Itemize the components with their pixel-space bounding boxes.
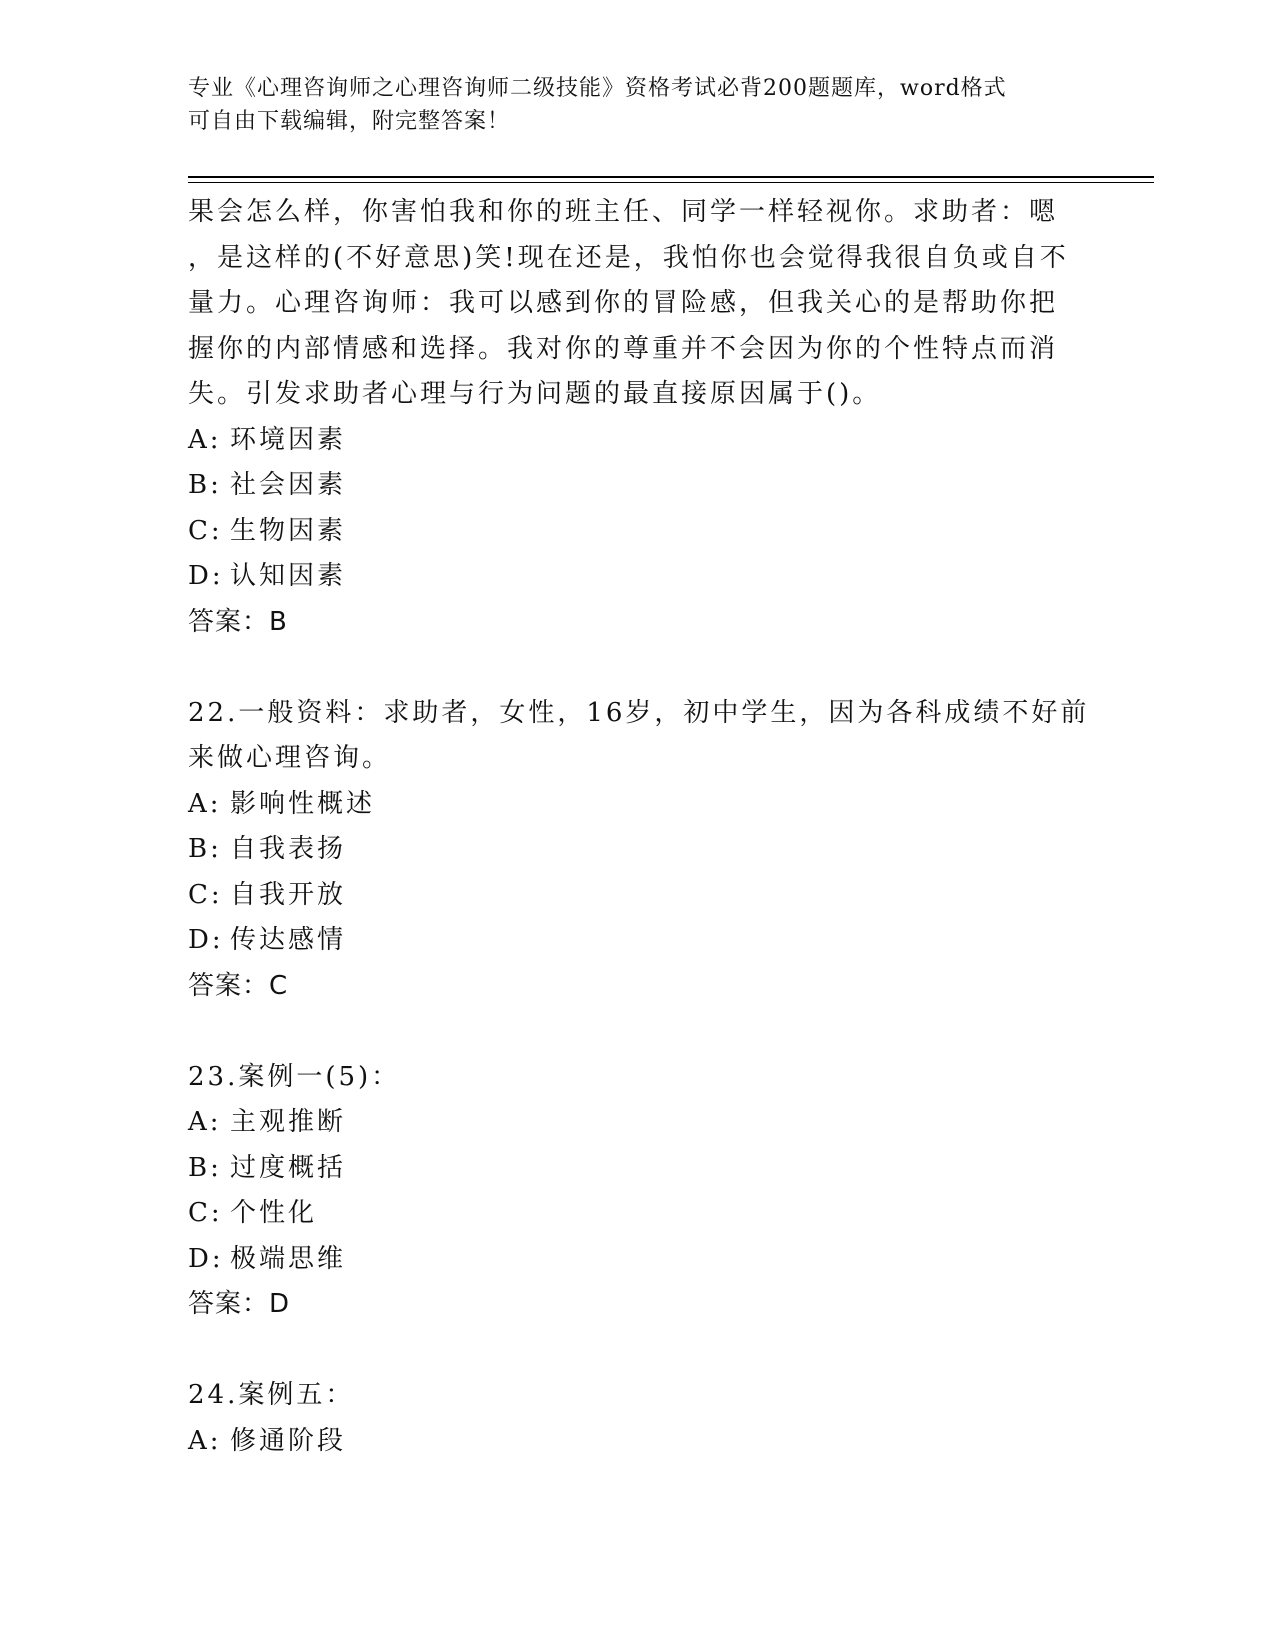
option-d: D: 认知因素	[188, 561, 347, 591]
question-text-line: 24.案例五：	[188, 1380, 355, 1410]
question-text-line: 握你的内部情感和选择。我对你的尊重并不会因为你的个性特点而消	[188, 333, 1059, 364]
question-text-line: 22.一般资料：求助者，女性，16岁，初中学生，因为各科成绩不好前	[188, 697, 1090, 728]
header-line-1: 专业《心理咨询师之心理咨询师二级技能》资格考试必背200题题库，word格式	[188, 76, 1007, 101]
question-text-line: ，是这样的(不好意思)笑!现在还是，我怕你也会觉得我很自负或自不	[188, 242, 1069, 273]
question-text-line: 果会怎么样，你害怕我和你的班主任、同学一样轻视你。求助者：嗯	[188, 197, 1059, 227]
option-b: B: 过度概括	[188, 1152, 347, 1183]
header-rule-thin	[188, 182, 1154, 183]
option-a: A: 影响性概述	[188, 788, 376, 819]
option-c: C: 自我开放	[188, 879, 347, 910]
header-rule-thick	[188, 176, 1154, 178]
document-header	[188, 72, 1088, 138]
option-d: D: 传达感情	[188, 925, 347, 955]
question-text-line: 来做心理咨询。	[188, 743, 392, 773]
question-23	[188, 1055, 1148, 1328]
question-text-line: 23.案例一(5)：	[188, 1061, 401, 1092]
header-line-2: 可自由下载编辑，附完整答案！	[188, 109, 511, 134]
question-22	[188, 691, 1148, 1010]
option-a: A: 修通阶段	[188, 1425, 347, 1456]
option-b: B: 社会因素	[188, 470, 347, 500]
option-a: A: 主观推断	[188, 1107, 347, 1137]
option-c: C: 生物因素	[188, 515, 347, 546]
option-b: B: 自我表扬	[188, 834, 347, 864]
question-text-line: 失。引发求助者心理与行为问题的最直接原因属于()。	[188, 379, 882, 409]
option-c: C: 个性化	[188, 1198, 318, 1228]
answer: 答案：B	[188, 606, 288, 637]
question-text-line: 量力。心理咨询师：我可以感到你的冒险感，但我关心的是帮助你把	[188, 288, 1059, 318]
option-d: D: 极端思维	[188, 1243, 347, 1274]
question-21	[188, 190, 1148, 645]
question-24	[188, 1373, 1148, 1464]
option-a: A: 环境因素	[188, 424, 347, 455]
document-body	[188, 190, 1148, 1464]
answer: 答案：C	[188, 970, 289, 1001]
answer: 答案：D	[188, 1289, 291, 1319]
